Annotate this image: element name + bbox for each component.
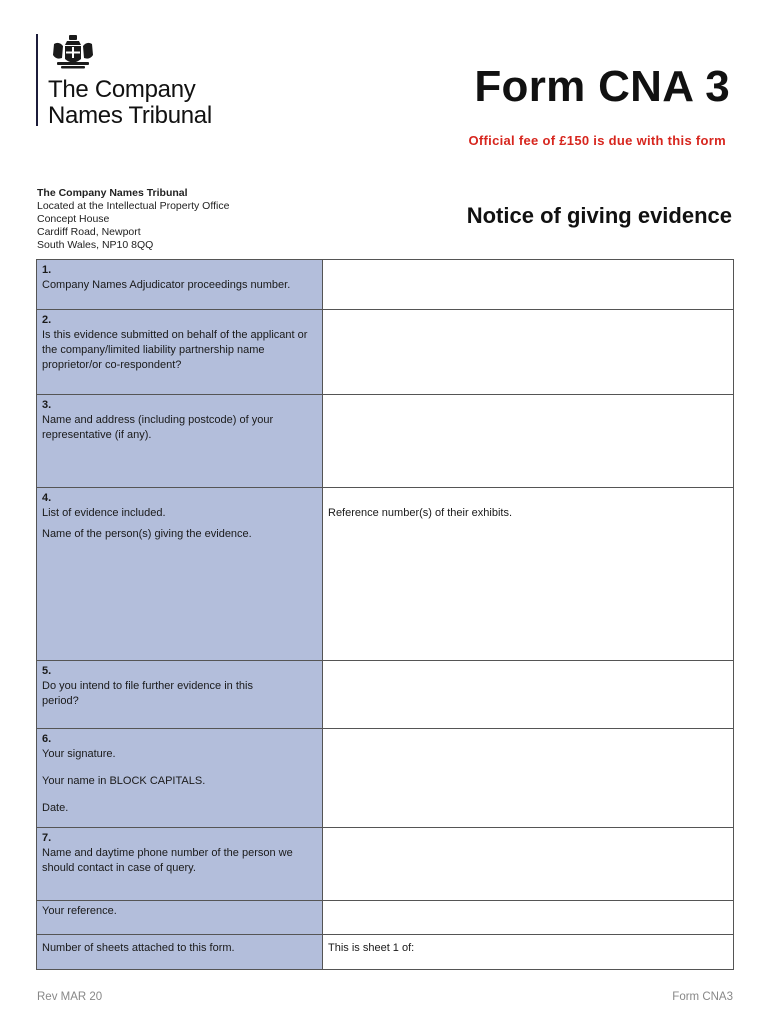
form-row-4	[37, 488, 734, 661]
form-row-7	[37, 828, 734, 901]
row-5-label	[37, 661, 323, 729]
address-org: The Company Names Tribunal	[37, 187, 188, 199]
row-4-text-1: List of evidence included.	[42, 507, 166, 519]
fee-notice: Official fee of £150 is due with this form	[468, 133, 726, 148]
evidence-form-table	[36, 259, 734, 970]
row-2-number: 2.	[42, 314, 52, 326]
form-row-9	[37, 935, 734, 970]
row-3-text: Name and address (including postcode) of your representative (if any).	[42, 414, 274, 441]
address-line-2: Concept House	[37, 213, 110, 225]
row-7-text: Name and daytime phone number of the person we should contact in case of query.	[42, 847, 293, 874]
row-6-text-3: Date.	[42, 802, 69, 814]
further-evidence-field[interactable]	[323, 661, 734, 729]
sheet-number-label: This is sheet 1 of:	[328, 942, 415, 954]
row-6-number: 6.	[42, 733, 52, 745]
row-6-label	[37, 729, 323, 828]
row-5-number: 5.	[42, 665, 52, 677]
row-3-number: 3.	[42, 399, 52, 411]
form-row-1	[37, 260, 734, 310]
row-1-number: 1.	[42, 264, 52, 276]
row-5-text: Do you intend to file further evidence in this period?	[42, 680, 253, 707]
row-6-text-1: Your signature.	[42, 748, 116, 760]
contact-details-field[interactable]	[323, 828, 734, 901]
tribunal-logo	[36, 34, 266, 129]
row-9-text: Number of sheets attached to this form.	[42, 942, 235, 954]
representative-address-field[interactable]	[323, 395, 734, 488]
your-reference-field[interactable]	[323, 901, 734, 935]
logo-divider	[36, 34, 38, 126]
form-row-6	[37, 729, 734, 828]
row-9-label	[37, 935, 323, 970]
exhibit-reference-field[interactable]	[323, 488, 734, 661]
row-6-text-2: Your name in BLOCK CAPITALS.	[42, 775, 206, 787]
form-row-5	[37, 661, 734, 729]
row-8-text: Your reference.	[42, 905, 117, 917]
address-line-3: Cardiff Road, Newport	[37, 226, 141, 238]
form-row-8	[37, 901, 734, 935]
exhibit-reference-label: Reference number(s) of their exhibits.	[328, 507, 513, 519]
row-1-label	[37, 260, 323, 310]
row-3-label	[37, 395, 323, 488]
address-line-1: Located at the Intellectual Property Office	[37, 200, 230, 212]
logo-line-1: The Company	[48, 76, 196, 103]
row-7-number: 7.	[42, 832, 52, 844]
row-7-label	[37, 828, 323, 901]
address-line-4: South Wales, NP10 8QQ	[37, 239, 154, 251]
logo-wordmark	[48, 77, 212, 129]
form-code-label: Form CNA3	[672, 991, 733, 1003]
form-title: Form CNA 3	[474, 62, 730, 111]
signature-field[interactable]	[323, 729, 734, 828]
row-8-label	[37, 901, 323, 935]
form-row-3	[37, 395, 734, 488]
notice-title: Notice of giving evidence	[466, 203, 732, 228]
row-2-label	[37, 310, 323, 395]
row-4-label	[37, 488, 323, 661]
logo-line-2: Names Tribunal	[48, 102, 212, 129]
row-4-text-2: Name of the person(s) giving the evidence.	[42, 528, 252, 540]
sheet-number-field[interactable]	[323, 935, 734, 970]
tribunal-address	[37, 187, 229, 252]
form-row-2	[37, 310, 734, 395]
proceedings-number-field[interactable]	[323, 260, 734, 310]
row-4-number: 4.	[42, 492, 52, 504]
royal-crest-icon	[48, 34, 98, 72]
evidence-on-behalf-field[interactable]	[323, 310, 734, 395]
row-1-text: Company Names Adjudicator proceedings number.	[42, 279, 291, 291]
revision-label: Rev MAR 20	[37, 991, 103, 1003]
row-2-text: Is this evidence submitted on behalf of the applicant or the company/limited liability partnership name proprietor/or co-respondent?	[42, 329, 308, 371]
